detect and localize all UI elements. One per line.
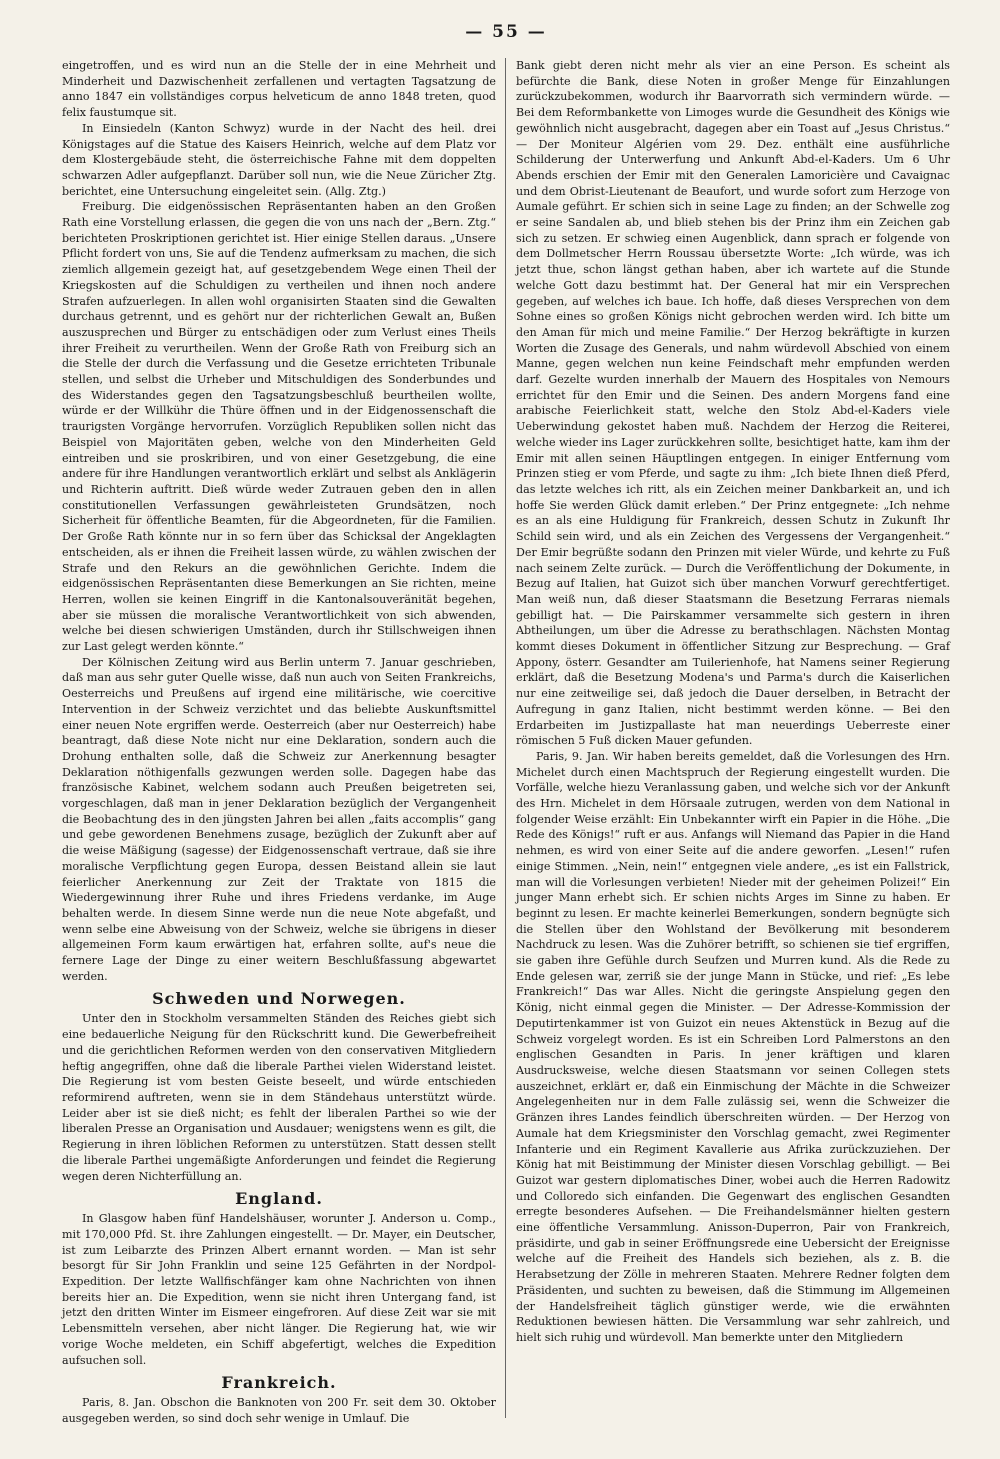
right-column xyxy=(506,58,950,1418)
heading-sweden-norway: Schweden und Norwegen. xyxy=(152,989,406,1009)
page-number: — 55 — xyxy=(465,22,547,42)
einsiedeln-paragraph: In Einsiedeln (Kanton Schwyz) wurde in der Nacht des heil. drei Königstages auf die Statue des Kaisers Heinrich, welche auf dem Platz vor dem Klostergebäude steht, die österreichische Fahne mit dem doppelten schwarzen Adler aufgepflanzt. Darüber soll nun, wie die Neue Züricher Ztg. berichtet, eine Untersuchung eingeleitet sein. (Allg. Ztg.) xyxy=(62,121,496,198)
left-column xyxy=(62,58,506,1425)
paris-jan8-continued: Bank giebt deren nicht mehr als vier an eine Person. Es scheint als befürchte die Bank, diese Noten in großer Menge für Einzahlungen zurückzubekommen, wodurch ihr Baarvorrath sich vermindern würde. — Bei dem Reformbankette von Limoges wurde die Gesundheit des Königs wie gewöhnlich nicht ausgebracht, dagegen aber ein Toast auf „Jesus Christus.“ — Der Moniteur Algérien vom 29. Dez. enthält eine ausführliche Schilderung der Unterwerfung und Ankunft Abd-el-Kaders. Um 6 Uhr Abends erschien der Emir mit den Generalen Lamoricière und Cavaignac und dem Obrist-Lieutenant de Beaufort, und wurde sofort zum Herzoge von Aumale geführt. Er schien sich in seine Lage zu finden; an der Schwelle zog er seine Sandalen ab, und blieb stehen bis der Prinz ihm ein Zeichen gab sich zu setzen. Er schwieg einen Augenblick, dann sprach er folgende von dem Dollmetscher Herrn Roussau übersetzte Worte: „Ich würde, was ich jetzt thue, schon längst gethan haben, aber ich wartete auf die Stunde welche Gott dazu bestimmt hat. Der General hat mir ein Versprechen gegeben, auf welches ich baue. Ich hoffe, daß dieses Versprechen von dem Sohne eines so großen Königs nicht gebrochen werden wird. Ich bitte um den Aman für mich und meine Familie.“ Der Herzog bekräftigte in kurzen Worten die Zusage des Generals, und nahm würdevoll Abschied von einem Manne, gegen welchen nun keine Feindschaft mehr empfunden werden darf. Gezelte wurden innerhalb der Mauern des Hospitales von Nemours errichtet für den Emir und die Seinen. Des andern Morgens fand eine arabische Feierlichkeit statt, welche den Stolz Abd-el-Kaders viele Ueberwindung gekostet haben muß. Nachdem der Herzog die Reiterei, welche wieder ins Lager zurückkehren sollte, besichtiget hatte, kam ihm der Emir mit allen seinen Häuptlingen entgegen. In einiger Entfernung vom Prinzen stieg er vom Pferde, und sagte zu ihm: „Ich biete Ihnen dieß Pferd, das letzte welches ich ritt, als ein Zeichen meiner Dankbarkeit an, und ich hoffe Sie werden Glück damit erleben.“ Der Prinz entgegnete: „Ich nehme es an als eine Huldigung für Frankreich, dessen Schutz in Zukunft Ihr Schild sein wird, und als ein Zeichen des Vergessens der Vergangenheit.“ Der Emir begrüßte sodann den Prinzen mit vieler Würde, und kehrte zu Fuß nach seinem Zelte zurück. — Durch die Veröffentlichung der Dokumente, in Bezug auf Italien, hat Guizot sich über manchen Vorwurf gerechtfertiget. Man weiß nun, daß dieser Staatsmann die Besetzung Ferraras niemals gebilligt hat. — Die Pairskammer versammelte sich gestern in ihren Abtheilungen, um über die Adresse zu berathschlagen. Nächsten Montag kommt dieses Dokument in öffentlicher Sitzung zur Besprechung. — Graf Appony, österr. Gesandter am Tuilerienhofe, hat Namens seiner Regierung erklärt, daß die Besetzung Modena's und Parma's durch die Kaiserlichen nur eine zeitweilige sei, daß jedoch die Dauer derselben, in Betracht der Aufregung in ganz Italien, nicht bestimmt werden könne. — Bei den Erdarbeiten im Justizpallaste hat man neuerdings Ueberreste einer römischen 5 Fuß dicken Mauer gefunden. xyxy=(516,59,950,748)
intro-paragraph: eingetroffen, und es wird nun an die Stelle der in eine Mehrheit und Minderheit und Dazwischenheit zerfallenen und vertagten Tagsatzung de anno 1847 ein vollständiges corpus helveticum de anno 1848 treten, quod felix faustumque sit. xyxy=(62,59,496,120)
heading-england: England. xyxy=(235,1189,323,1209)
paris-jan8-paragraph: Paris, 8. Jan. Obschon die Banknoten von 200 Fr. seit dem 30. Oktober ausgegeben werden, so sind doch sehr wenige in Umlauf. Die xyxy=(62,1396,496,1425)
freiburg-paragraph: Freiburg. Die eidgenössischen Repräsentanten haben an den Großen Rath eine Vorstellung erlassen, die gegen die von uns nach der „Bern. Ztg.“ berichteten Proskriptionen gerichtet ist. Hier einige Stellen daraus. „Unsere Pflicht fordert von uns, Sie auf die Tendenz aufmerksam zu machen, die sich ziemlich allgemein gezeigt hat, auf gesetzgebendem Wege einen Theil der Kriegskosten auf die Schuldigen zu vertheilen und ihnen noch andere Strafen aufzuerlegen. In allen wohl organisirten Staaten sind die Gewalten durchaus getrennt, und es gehört nur der richterlichen Gewalt an, Bußen auszusprechen und Bürger zu entschädigen oder zum Verlust eines Theils ihrer Freiheit zu verurtheilen. Wenn der Große Rath von Freiburg sich an die Stelle der durch die Verfassung und die Gesetze errichteten Tribunale stellen, und selbst die Urheber und Mitschuldigen des Sonderbundes und des Widerstandes gegen den Tagsatzungsbeschluß beurtheilen wollte, würde er der Willkühr die Thüre öffnen und in der Eidgenossenschaft die traurigsten Vorgänge hervorrufen. Vorzüglich Republiken sollen nicht das Beispiel von Majoritäten geben, welche von den Minderheiten Geld eintreiben und sie proskribiren, und von einer Gesetzgebung, die eine andere für ihre Handlungen verantwortlich erklärt und selbst als Anklägerin und Richterin auftritt. Dieß würde weder Zutrauen geben den in allen constitutionellen Verfassungen gewährleisteten Grundsätzen, noch Sicherheit für öffentliche Beamten, für die Abgeordneten, für die Familien. Der Große Rath könnte nur in so fern über das Schicksal der Angeklagten entscheiden, als er ihnen die Freiheit lassen würde, zu wählen zwischen der Strafe und den Rekurs an die gewöhnlichen Gerichte. Indem die eidgenössischen Repräsentanten diese Bemerkungen an Sie richten, meine Herren, wollen sie keinen Eingriff in die Kantonalsouveränität begehen, aber sie müssen die moralische Verantwortlichkeit von sich abwenden, welche bei diesen schwierigen Umständen, durch ihr Stillschweigen ihnen zur Last gelegt werden könnte.“ xyxy=(62,200,496,654)
article-columns xyxy=(62,58,950,1425)
stockholm-paragraph: Unter den in Stockholm versammelten Ständen des Reiches giebt sich eine bedauerliche Neigung für den Rückschritt kund. Die Gewerbefreiheit und die gerichtlichen Reformen werden von den conservativen Mitgliedern heftig angegriffen, ohne daß die liberale Parthei vielen Widerstand leistet. Die Regierung ist vom besten Geiste beseelt, und würde entschieden reformirend auftreten, wenn sie in dem Ständehaus unterstützt würde. Leider aber ist sie dieß nicht; es fehlt der liberalen Parthei so wie der liberalen Presse an Organisation und Ausdauer; wenigstens wenn es gilt, die Regierung in ihren löblichen Reformen zu unterstützen. Statt dessen stellt die liberale Parthei ungemäßigte Anforderungen und feindet die Regierung wegen deren Nichterfüllung an. xyxy=(62,1012,496,1183)
heading-france: Frankreich. xyxy=(221,1373,337,1393)
berlin-paragraph: Der Kölnischen Zeitung wird aus Berlin unterm 7. Januar geschrieben, daß man aus sehr guter Quelle wisse, daß nun auch von Seiten Frankreichs, Oesterreichs und Preußens auf irgend eine militärische, wie coercitive Intervention in der Schweiz verzichtet und das beliebte Auskunftsmittel einer neuen Note ergriffen werde. Oesterreich (aber nur Oesterreich) habe beantragt, daß diese Note nicht nur eine Deklaration, sondern auch die Drohung enthalten solle, daß die Schweiz zur Anerkennung besagter Deklaration nöthigenfalls gezwungen werden solle. Dagegen habe das französische Kabinet, welchem sodann auch Preußen beigetreten sei, vorgeschlagen, daß man in jener Deklaration bezüglich der Vergangenheit die Beobachtung des in den jüngsten Jahren bei allen „faits accomplis“ gang und gebe gewordenen Benehmens zusage, bezüglich der Zukunft aber auf die weise Mäßigung (sagesse) der Eidgenossenschaft vertraue, daß sie ihre moralische Verpflichtung gegen Europa, dessen Beistand allein sie laut feierlicher Anerkennung zur Zeit der Traktate von 1815 die Wiedergewinnung ihrer Ruhe und ihres Friedens verdanke, im Auge behalten werde. In diesem Sinne werde nun die neue Note abgefaßt, und wenn selbe eine Abweisung von der Schweiz, welche sie übrigens in dieser allgemeinen Form kaum erwärtigen hat, erfahren sollte, auf's neue die fernere Lage der Dinge zu einer weitern Beschlußfassung abgewartet werden. xyxy=(62,655,496,983)
paris-jan9-paragraph: Paris, 9. Jan. Wir haben bereits gemeldet, daß die Vorlesungen des Hrn. Michelet durch einen Machtspruch der Regierung eingestellt wurden. Die Vorfälle, welche hiezu Veranlassung gaben, und welche sich vor der Ankunft des Hrn. Michelet in dem Hörsaale zutrugen, werden von dem National in folgender Weise erzählt: Ein Unbekannter wirft ein Papier in die Höhe. „Die Rede des Königs!“ ruft er aus. Anfangs will Niemand das Papier in die Hand nehmen, es wird von einer Seite auf die andere geworfen. „Lesen!“ rufen einige Stimmen. „Nein, nein!“ entgegnen viele andere, „es ist ein Fallstrick, man will die Vorlesungen verbieten! Nieder mit der geheimen Polizei!“ Ein junger Mann erhebt sich. Er schien nichts Arges im Sinne zu haben. Er beginnt zu lesen. Er machte keinerlei Bemerkungen, sondern begnügte sich die Stellen über den Wohlstand der Bevölkerung mit besonderem Nachdruck zu lesen. Was die Zuhörer betrifft, so schienen sie tief ergriffen, sie gaben ihre Gefühle durch Seufzen und Murren kund. Als die Rede zu Ende gelesen war, zerriß sie der junge Mann in Stücke, und rief: „Es lebe Frankreich!“ Das war Alles. Nicht die geringste Anspielung gegen den König, nicht einmal gegen die Minister. — Der Adresse-Kommission der Deputirtenkammer ist von Guizot ein neues Aktenstück in Bezug auf die Schweiz vorgelegt worden. Es ist ein Schreiben Lord Palmerstons an den englischen Gesandten in Paris. In jener kräftigen und klaren Ausdrucksweise, welche diesen Staatsmann vor seinen Collegen stets auszeichnet, erklärt er, daß ein Einmischung der Mächte in die Schweizer Angelegenheiten nur in dem Falle zulässig sei, wenn die Schweizer die Gränzen ihres Landes feindlich überschreiten würden. — Der Herzog von Aumale hat dem Kriegsminister den Vorschlag gemacht, zwei Regimenter Infanterie und ein Regiment Kavallerie aus Afrika zurückzuziehen. Der König hat mit Beistimmung der Minister diesen Vorschlag gebilligt. — Bei Guizot war gestern diplomatisches Diner, wobei auch die Herren Radowitz und Colloredo sich einfanden. Die Gegenwart des englischen Gesandten erregte besonderes Aufsehen. — Die Freihandelsmänner hielten gestern eine öffentliche Versammlung. Anisson-Duperron, Pair von Frankreich, präsidirte, und gab in seiner Eröffnungsrede eine Uebersicht der Ereignisse welche auf die Freiheit des Handels sich beziehen, als z. B. die Herabsetzung der Zölle in mehreren Staaten. Mehrere Redner folgten dem Präsidenten, und suchten zu beweisen, daß die Stimmung im Allgemeinen der Handelsfreiheit täglich günstiger werde, wie die erwähnten Reduktionen bewiesen hätten. Die Versammlung war sehr zahlreich, und hielt sich ruhig und würdevoll. Man bemerkte unter den Mitgliedern xyxy=(516,749,950,1344)
glasgow-paragraph: In Glasgow haben fünf Handelshäuser, worunter J. Anderson u. Comp., mit 170,000 Pfd. St. ihre Zahlungen eingestellt. — Dr. Mayer, ein Deutscher, ist zum Leibarzte des Prinzen Albert ernannt worden. — Man ist sehr besorgt für Sir John Franklin und seine 125 Gefährten in der Nordpol-Expedition. Der letzte Wallfischfänger kam ohne Nachrichten von ihnen bereits hier an. Die Expedition, wenn sie nicht ihren Untergang fand, ist jetzt den dritten Winter im Eismeer eingefroren. Auf diese Zeit war sie mit Lebensmitteln versehen, aber nicht länger. Die Regierung hat, wie wir vorige Woche meldeten, ein Schiff abgefertigt, welches die Expedition aufsuchen soll. xyxy=(62,1212,496,1367)
